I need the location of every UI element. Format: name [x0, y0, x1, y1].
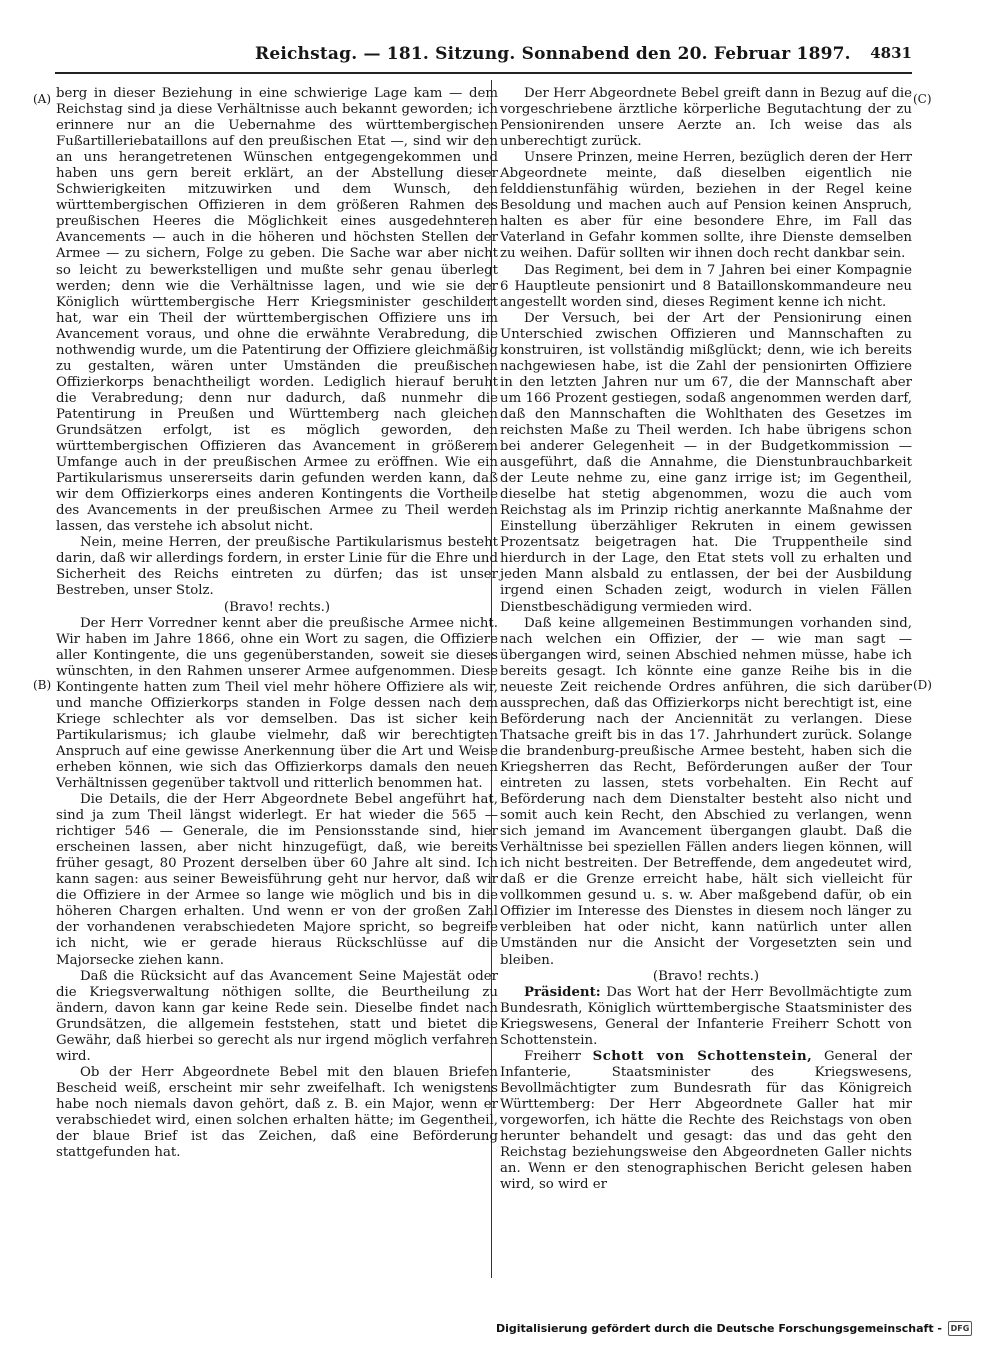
- speaker-paragraph: [500, 1049, 912, 1193]
- president-label: Präsident:: [524, 984, 601, 1000]
- president-paragraph: [500, 985, 912, 1049]
- paragraph: Der Versuch, bei der Art der Pensionirung einen Unterschied zwischen Offizieren und Mannschaften zu konstruiren, ist vollständig mißglückt; denn, wie ich bereits nachgewiesen habe, ist die Zahl der pensionirten Offiziere in den letzten Jahren nur um 67, die der Mannschaft aber um 166 Prozent gestiegen, sodaß angenommen werden darf, daß den Mannschaften die Wohlthaten des Gesetzes im reichsten Maße zu Theil werden. Ich habe übrigens schon bei anderer Gelegenheit — in der Budgetkommission — ausgeführt, daß die Annahme, die Dienstunbrauchbarkeit der Leute nehme zu, eine ganz irrige ist; im Gegentheil, dieselbe hat stetig abgenommen, wozu die auch vom Reichstag als im Prinzip richtig anerkannte Maßnahme der Einstellung überzähliger Rekruten in einem gewissen Prozentsatz beigetragen hat. Die Truppentheile sind hierdurch in der Lage, den Etat stets voll zu erhalten und jeden Mann alsbald zu entlassen, der bei der Ausbildung irgend einen Schaden zeigt, wodurch in vielen Fällen Dienstbeschädigung vermieden wird.: [500, 310, 912, 615]
- margin-marker-d: (D): [913, 678, 932, 692]
- margin-marker-b: (B): [33, 678, 52, 692]
- paragraph: Daß die Rücksicht auf das Avancement Seine Majestät oder die Kriegsverwaltung nöthigen sollte, die Beurtheilung zu ändern, davon kann gar keine Rede sein. Dieselbe findet nach Grundsätzen, die allgemein feststehen, statt und bietet die Gewähr, daß hierbei so gerecht als nur irgend möglich verfahren wird.: [56, 968, 498, 1064]
- paragraph: berg in dieser Beziehung in eine schwierige Lage kam — dem Reichstag sind ja diese Verhältnisse auch bekannt geworden; ich erinnere nur an die Uebernahme des württembergischen Fußartilleriebataillons auf den preußischen Etat —, sind wir den an uns herangetretenen Wünschen entgegengekommen und haben uns gern bereit erklärt, an der Abstellung dieser Schwierigkeiten mitzuwirken und dem Wunsch, den württembergischen Offizieren in dem größeren Rahmen des preußischen Heeres die Möglichkeit eines ausgedehnteren Avancements — auch in die höheren und höchsten Stellen der Armee — zu sichern, Folge zu geben. Die Sache war aber nicht so leicht zu bewerkstelligen und mußte sehr genau überlegt werden; denn wie die Verhältnisse lagen, und wie sie der Königlich württembergische Herr Kriegsminister geschildert hat, war ein Theil der württembergischen Offiziere uns im Avancement voraus, und ohne die erwähnte Verabredung, die nothwendig wurde, um die Patentirung der Offiziere gleichmäßig zu gestalten, wären unter Umständen die preußischen Offizierkorps benachtheiligt worden. Lediglich hierauf beruht die Verabredung; denn nur dadurch, daß nunmehr die Patentirung in Preußen und Württemberg nach gleichen Grundsätzen erfolgt, ist es möglich geworden, den württembergischen Offizieren das Avancement in größerem Umfange auch in der preußischen Armee zu eröffnen. Wie ein Partikularismus unsererseits darin gefunden werden kann, daß wir dem Offizierkorps eines anderen Kontingents die Vortheile des Avancements in der preußischen Armee zu Theil werden lassen, das verstehe ich absolut nicht.: [56, 86, 498, 535]
- margin-marker-c: (C): [913, 92, 932, 106]
- paragraph: Unsere Prinzen, meine Herren, bezüglich deren der Herr Abgeordnete meinte, daß dieselben eigentlich nie felddienstunfähig würden, beziehen in der Regel keine Besoldung und machen auch auf Pension keinen Anspruch, halten es aber für eine besondere Ehre, im Fall das Vaterland in Gefahr kommen sollte, ihre Dienste demselben zu weihen. Dafür sollten wir ihnen doch recht dankbar sein.: [500, 150, 912, 262]
- header-rule: [55, 72, 912, 74]
- page-header: [55, 44, 912, 70]
- paragraph: Das Regiment, bei dem in 7 Jahren bei einer Kompagnie 6 Hauptleute pensionirt und 8 Bataillonskommandeure neu angestellt worden sind, dieses Regiment kenne ich nicht.: [500, 262, 912, 310]
- paragraph: Der Herr Abgeordnete Bebel greift dann in Bezug auf die vorgeschriebene ärztliche körperliche Begutachtung der zu Pensionirenden unsere Aerzte an. Ich weise das als unberechtigt zurück.: [500, 86, 912, 150]
- speaker-prefix: Freiherr: [524, 1048, 581, 1064]
- paragraph: Der Herr Vorredner kennt aber die preußische Armee nicht. Wir haben im Jahre 1866, ohne ein Wort zu sagen, die Offiziere aller Kontingente, die uns gegenüberstanden, soweit sie dieses wünschten, in den Rahmen unserer Armee aufgenommen. Diese Kontingente hatten zum Theil viel mehr höhere Offiziere als wir, und manche Offizierkorps standen in Folge dessen nach dem Kriege schlechter als vor demselben. Das ist sicher kein Partikularismus; ich glaube vielmehr, daß wir berechtigten Anspruch auf eine gewisse Anerkennung über die Art und Weise erheben können, wie sich das Offizierkorps damals den neuen Verhältnissen gegenüber taktvoll und ritterlich benommen hat.: [56, 615, 498, 792]
- paragraph: Daß keine allgemeinen Bestimmungen vorhanden sind, nach welchen ein Offizier, der — wie man sagt — übergangen wird, seinen Abschied nehmen müsse, habe ich bereits gesagt. Ich könnte eine ganze Reihe bis in die neueste Zeit reichende Ordres anführen, die sich darüber aussprechen, daß das Offizierkorps nicht berechtigt ist, eine Beförderung nach der Anciennität zu verlangen. Diese Thatsache greift bis in das 17. Jahrhundert zurück. Solange die brandenburg-preußische Armee besteht, haben sich die Kriegsherren das Recht, Beförderungen außer der Tour eintreten zu lassen, stets vorbehalten. Ein Recht auf Beförderung nach dem Dienstalter besteht also nicht und somit auch kein Recht, den Abschied zu verlangen, wenn sich jemand im Avancement übergangen glaubt. Daß die Verhältnisse bei speziellen Fällen anders liegen können, will ich nicht bestreiten. Der Betreffende, dem angedeutet wird, daß er die Grenze erreicht habe, hält sich vielleicht für vollkommen gesund u. s. w. Aber maßgebend dafür, ob ein Offizier im Interesse des Dienstes in diesem noch länger zu verbleiben hat oder nicht, kann natürlich unter allen Umständen nur die Ansicht der Vorgesetzten sein und bleiben.: [500, 615, 912, 968]
- right-column: [500, 86, 912, 1193]
- dfg-logo-icon: DFG: [948, 1321, 972, 1336]
- left-column: [56, 86, 498, 1161]
- speaker-name: Schott von Schottenstein,: [592, 1048, 813, 1064]
- margin-marker-a: (A): [33, 92, 52, 106]
- paragraph: Die Details, die der Herr Abgeordnete Bebel angeführt hat, sind ja zum Theil längst widerlegt. Er hat wieder die 565 — richtiger 546 — Generale, die im Pensionsstande sind, hier erscheinen lassen, aber nicht hinzugefügt, daß, wie bereits früher gesagt, 80 Prozent derselben über 60 Jahre alt sind. Ich kann sagen: aus seiner Beweisführung geht nur hervor, daß wir die Offiziere in der Armee so lange wie möglich und bis in die höheren Chargen erhalten. Und wenn er von der großen Zahl der vorhandenen verabschiedeten Majore spricht, so begreife ich nicht, wie er gerade hieraus Rückschlüsse auf die Majorsecke ziehen kann.: [56, 792, 498, 968]
- speaker-text: General der Infanterie, Staatsminister des Kriegswesens, Bevollmächtigter zum Bundesrath für das Königreich Württemberg: Der Herr Abgeordnete Galler hat mir vorgeworfen, ich hätte die Rechte des Reichstags von oben herunter behandelt und gesagt: das und das geht den Reichstag beziehungsweise den Abgeordneten Galler nichts an. Wenn er den stenographischen Bericht gelesen haben wird, so wird er: [500, 1048, 912, 1193]
- footer: [496, 1319, 972, 1337]
- applause-note: (Bravo! rechts.): [223, 599, 331, 615]
- president-text: Das Wort hat der Herr Bevollmächtigte zum Bundesrath, Königlich württembergische Staatsminister des Kriegswesens, General der Infanterie Freiherr Schott von Schottenstein.: [500, 984, 912, 1048]
- paragraph: Ob der Herr Abgeordnete Bebel mit den blauen Briefen Bescheid weiß, erscheint mir sehr zweifelhaft. Ich wenigstens habe noch niemals davon gehört, daß z. B. ein Major, wenn er verabschiedet wird, einen solchen erhalten hätte; im Gegentheil, der blaue Brief ist das Zeichen, daß eine Beförderung stattgefunden hat.: [56, 1064, 498, 1161]
- page-number: 4831: [870, 44, 912, 62]
- page-title: Reichstag. — 181. Sitzung. Sonnabend den 20. Februar 1897.: [255, 44, 851, 64]
- paragraph: Nein, meine Herren, der preußische Partikularismus besteht darin, daß wir allerdings fordern, in erster Linie für die Ehre und Sicherheit des Reichs eintreten zu dürfen; das ist unser Bestreben, unser Stolz.: [56, 535, 498, 599]
- footer-credit: Digitalisierung gefördert durch die Deutsche Forschungsgemeinschaft -: [495, 1321, 942, 1335]
- applause-note: (Bravo! rechts.): [652, 968, 760, 984]
